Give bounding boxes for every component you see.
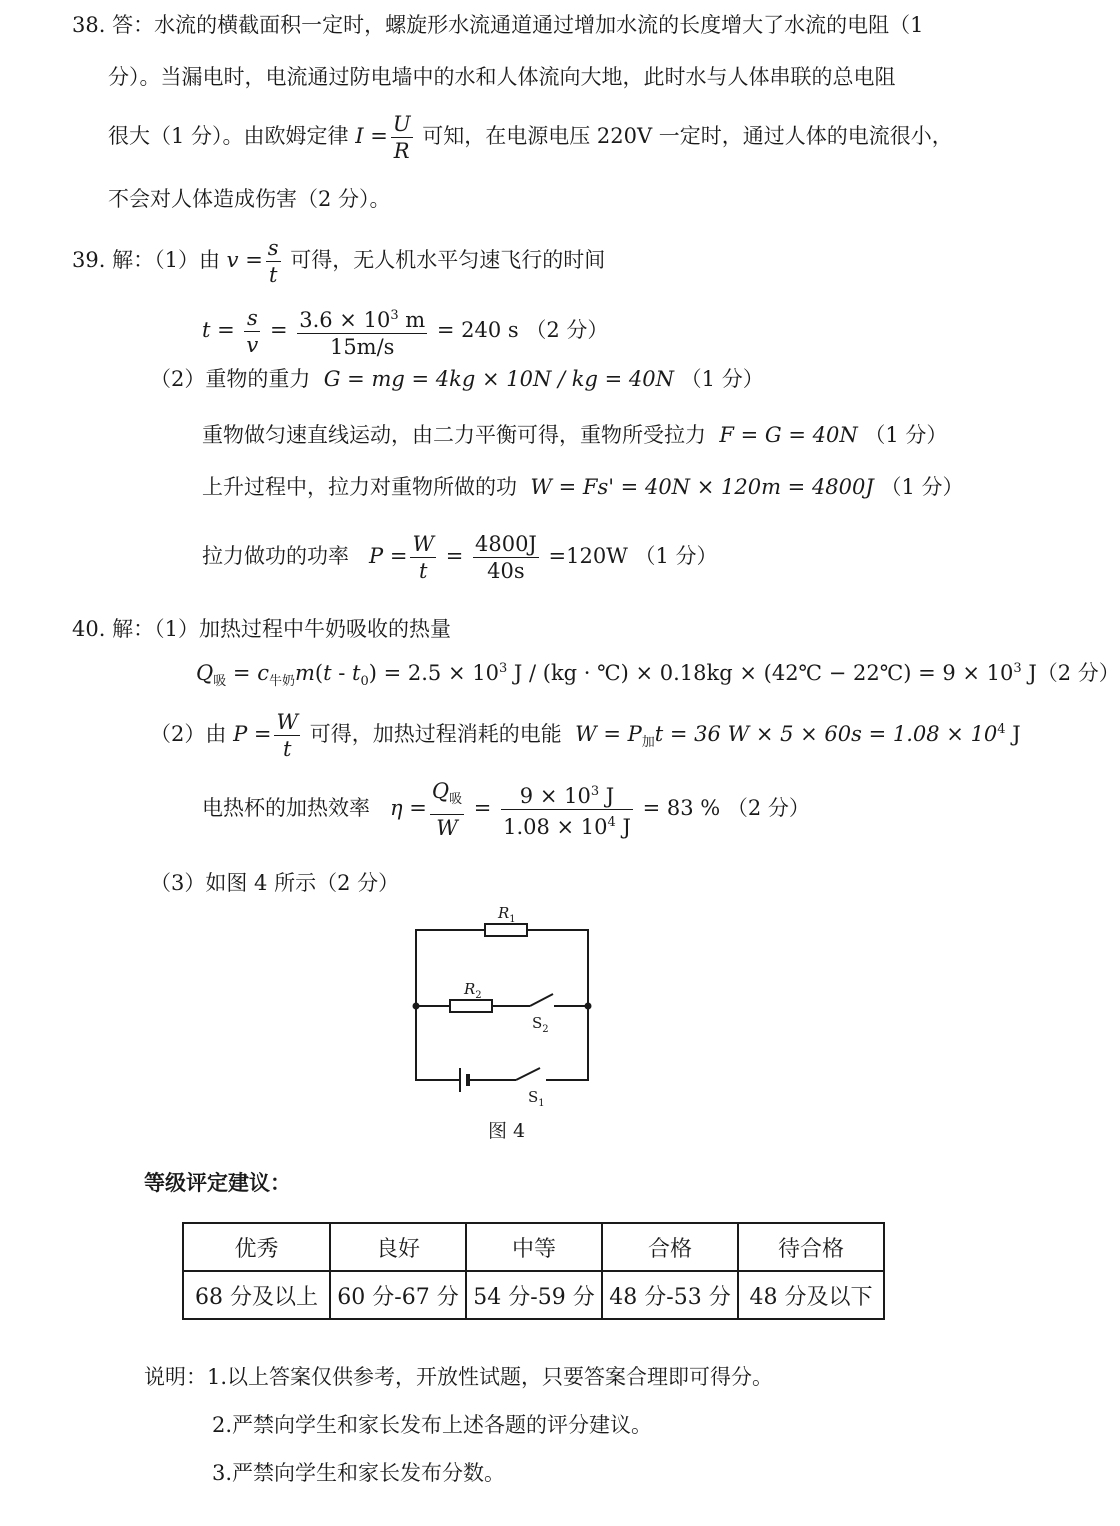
ohm-fraction: $\frac{U}{R}$	[392, 112, 411, 163]
gravity-formula: G = mg = 4kg × 10N / kg = 40N	[323, 367, 674, 391]
label-r1: $R_1$	[498, 904, 516, 925]
grading-table	[182, 1222, 885, 1320]
q39-text-1a: 解：（1）由	[112, 248, 220, 272]
notes-label: 说明：	[144, 1365, 207, 1389]
q40-line-4: （3）如图 4 所示（2 分）	[150, 871, 400, 895]
force-formula: F = G = 40N	[719, 423, 858, 447]
junction-right	[585, 1003, 592, 1010]
table-cell: 合格	[602, 1223, 738, 1271]
q39-line-1: 39. 解：（1）由 v = $\frac{s}{t}$ 可得，无人机水平匀速飞行的时间	[72, 236, 606, 287]
table-cell: 中等	[466, 1223, 602, 1271]
figure-caption: 图 4	[488, 1120, 526, 1142]
efficiency-fraction: $\frac{9 \times 10^3 J}{1.08 \times 10^4 J}$	[501, 779, 633, 840]
resistor-r1	[485, 924, 527, 936]
junction-left	[413, 1003, 420, 1010]
label-s2: $S_2$	[532, 1014, 549, 1035]
switch-s1	[516, 1068, 540, 1080]
velocity-fraction: $\frac{s}{t}$	[267, 236, 279, 287]
switch-s2	[530, 994, 553, 1006]
q38-line-1	[72, 10, 923, 40]
q39-line-2: （2）重物的重力 G = mg = 4kg × 10N / kg = 40N （1 分）	[150, 367, 764, 391]
q38-line-3	[108, 106, 953, 166]
q39-line-5: 拉力做功的功率 P = $\frac{W}{t}$ = $\frac{4800J}{40s}$ =120W （1 分）	[202, 532, 718, 583]
q40-line-2: （2）由 P = $\frac{W}{t}$ 可得，加热过程消耗的电能 $W = P_加t = 36$ $W \times 5 \times 60s = 1.08 \times 10^4$ J	[150, 710, 1021, 761]
q39-line-3: 重物做匀速直线运动，由二力平衡可得，重物所受拉力 F = G = 40N （1 分）	[202, 423, 948, 447]
q39-text-1b: 可得，无人机水平匀速飞行的时间	[290, 248, 606, 272]
time-fraction: $\frac{3.6 \times 10^3 m}{15m/s}$	[297, 303, 427, 360]
q38-line-2: 分）。当漏电时，电流通过防电墙中的水和人体流向大地，此时水与人体串联的总电阻	[108, 65, 896, 89]
work-formula: W = Fs' = 40N × 120m = 4800J	[530, 475, 874, 499]
note-3: 3.严禁向学生和家长发布分数。	[212, 1461, 506, 1485]
q38-text-1: 答：水流的横截面积一定时，螺旋形水流通道通过增加水流的长度增大了水流的电阻（1	[112, 13, 924, 37]
table-cell: 68 分及以上	[183, 1271, 330, 1319]
resistor-r2	[450, 1000, 492, 1012]
q38-line-4: 不会对人体造成伤害（2 分）。	[108, 187, 391, 211]
q39-time-calc: t = $\frac{s}{v}$ = $\frac{3.6 \times 10^3 m}{15m/s}$ = 240 s （2 分）	[202, 300, 608, 360]
note-2: 2.严禁向学生和家长发布上述各题的评分建议。	[212, 1413, 653, 1437]
ohm-law-formula: I =	[355, 124, 388, 148]
q39-number: 39.	[72, 248, 106, 272]
q40-number: 40.	[72, 617, 106, 641]
note-1: 说明：1.以上答案仅供参考，开放性试题，只要答案合理即可得分。	[144, 1365, 774, 1389]
q38-number: 38.	[72, 13, 106, 37]
circuit-diagram	[400, 896, 610, 1112]
table-header-row	[183, 1223, 884, 1271]
label-s1: $S_1$	[528, 1088, 545, 1109]
table-cell: 48 分-53 分	[602, 1271, 738, 1319]
time-result: = 240 s （2 分）	[436, 318, 609, 342]
table-row	[183, 1271, 884, 1319]
table-cell: 54 分-59 分	[466, 1271, 602, 1319]
grading-title: 等级评定建议：	[144, 1171, 291, 1195]
power-fraction: $\frac{4800J}{40s}$	[474, 532, 537, 583]
table-cell: 待合格	[738, 1223, 884, 1271]
table-cell: 优秀	[183, 1223, 330, 1271]
q38-text-3a: 很大（1 分）。由欧姆定律	[108, 124, 349, 148]
table-cell: 60 分-67 分	[330, 1271, 466, 1319]
table-cell: 48 分及以下	[738, 1271, 884, 1319]
table-cell: 良好	[330, 1223, 466, 1271]
q38-text-3b: 可知，在电源电压 220V 一定时，通过人体的电流很小，	[422, 124, 953, 148]
label-r2: $R_2$	[464, 980, 482, 1001]
q39-line-4: 上升过程中，拉力对重物所做的功 W = Fs' = 40N × 120m = 4800J （1 分）	[202, 475, 964, 499]
q40-line-3: 电热杯的加热效率 η = $\frac{Q_吸}{W}$ = $\frac{9 \times 10^3 J}{1.08 \times 10^4 J}$ = 83 % （2 分）	[202, 779, 810, 840]
q40-line-1: 40. 解：（1）加热过程中牛奶吸收的热量	[72, 617, 451, 641]
heat-formula: $Q_吸 = c_{牛奶}m(t - t_0) = 2.5 \times 10^3$ J / (kg · ℃) × 0.18kg × (42℃ − 22℃) = $9 \times 10^3$ J（2 分）	[196, 661, 1120, 690]
